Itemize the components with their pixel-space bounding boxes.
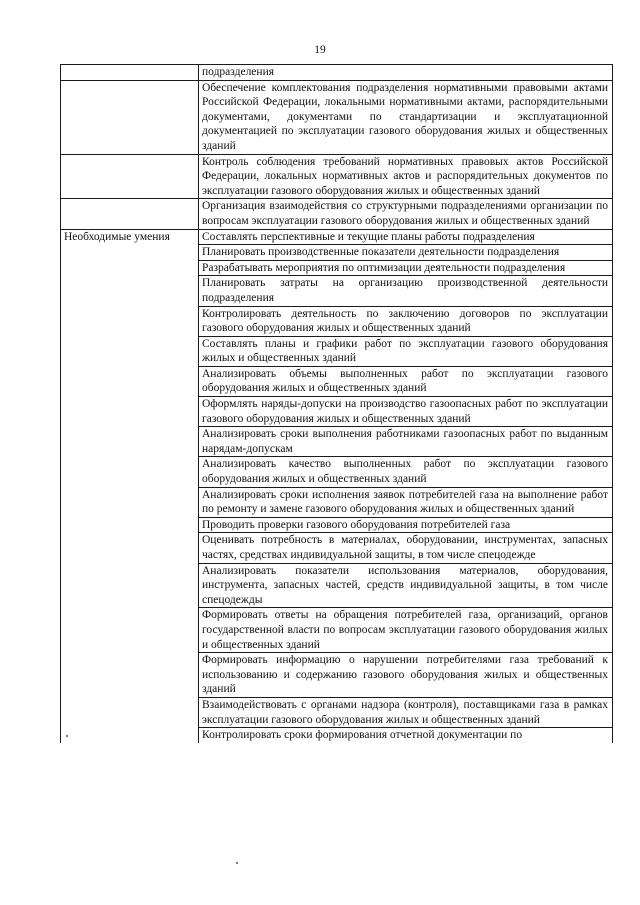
skill-text: Контролировать сроки формирования отчетной документации по xyxy=(199,728,613,743)
skill-text: Анализировать объемы выполненных работ по эксплуатации газового оборудования жилых и общественных зданий xyxy=(199,366,613,396)
skill-text: Анализировать сроки выполнения работниками газоопасных работ по выданным нарядам-допускам xyxy=(199,427,613,457)
skill-text: Контролировать деятельность по заключению договоров по эксплуатации газового оборудования жилых и общественных зданий xyxy=(199,306,613,336)
skill-text: Оформлять наряды-допуски на производство газоопасных работ по эксплуатации газового оборудования жилых и общественных зданий xyxy=(199,397,613,427)
requirement-text: Организация взаимодействия со структурными подразделениями организации по вопросам эксплуатации газового оборудования жилых и общественных зданий xyxy=(199,199,613,229)
skill-text: Анализировать показатели использования материалов, оборудования, инструмента, запасных частей, средств индивидуальной защиты, в том числе спецодежды xyxy=(199,563,613,608)
label-cell-empty xyxy=(61,65,199,81)
label-cell-empty xyxy=(61,154,199,199)
skill-text: Составлять планы и графики работ по эксплуатации газового оборудования жилых и общественных зданий xyxy=(199,336,613,366)
skill-text: Планировать затраты на организацию производственной деятельности подразделения xyxy=(199,276,613,306)
skills-label: Необходимые умения xyxy=(61,229,199,743)
requirement-text: Обеспечение комплектования подразделения нормативными правовыми актами Российской Федерации, локальными нормативными актами, распорядительными документами, документами по стандартизации и эксплуатационной документацией по эксплуатации газового оборудования жилых и общественных зданий xyxy=(199,80,613,154)
table-row xyxy=(61,154,613,199)
requirements-table xyxy=(60,64,613,743)
skill-text: Разрабатывать мероприятия по оптимизации деятельности подразделения xyxy=(199,260,613,276)
scan-speck xyxy=(236,862,238,864)
skill-text: Анализировать качество выполненных работ по эксплуатации газового оборудования жилых и общественных зданий xyxy=(199,457,613,487)
page-number: 19 xyxy=(314,44,326,56)
label-cell-empty xyxy=(61,199,199,229)
skill-text: Оценивать потребность в материалах, оборудовании, инструментах, запасных частях, средствах индивидуальной защиты, в том числе спецодежде xyxy=(199,533,613,563)
skill-text: Проводить проверки газового оборудования потребителей газа xyxy=(199,517,613,533)
skill-text: Формировать ответы на обращения потребителей газа, организаций, органов государственной власти по вопросам эксплуатации газового оборудования жилых и общественных зданий xyxy=(199,608,613,653)
requirement-text: Контроль соблюдения требований нормативных правовых актов Российской Федерации, локальных нормативных актов и распорядительных документов по эксплуатации газового оборудования жилых и общественных зданий xyxy=(199,154,613,199)
table-row xyxy=(61,80,613,154)
skill-text: Формировать информацию о нарушении потребителями газа требований к использованию и содержанию газового оборудования жилых и общественных зданий xyxy=(199,653,613,698)
table-row xyxy=(61,229,613,245)
skill-text: Планировать производственные показатели деятельности подразделения xyxy=(199,245,613,261)
table-row xyxy=(61,65,613,81)
table-row xyxy=(61,199,613,229)
skill-text: Составлять перспективные и текущие планы работы подразделения xyxy=(199,229,613,245)
skill-text: Анализировать сроки исполнения заявок потребителей газа на выполнение работ по ремонту и замене газового оборудования жилых и общественных зданий xyxy=(199,487,613,517)
scan-speck xyxy=(66,735,68,737)
label-cell-empty xyxy=(61,80,199,154)
requirement-text: подразделения xyxy=(199,65,613,81)
skill-text: Взаимодействовать с органами надзора (контроля), поставщиками газа в рамках эксплуатации газового оборудования жилых и общественных зданий xyxy=(199,697,613,727)
